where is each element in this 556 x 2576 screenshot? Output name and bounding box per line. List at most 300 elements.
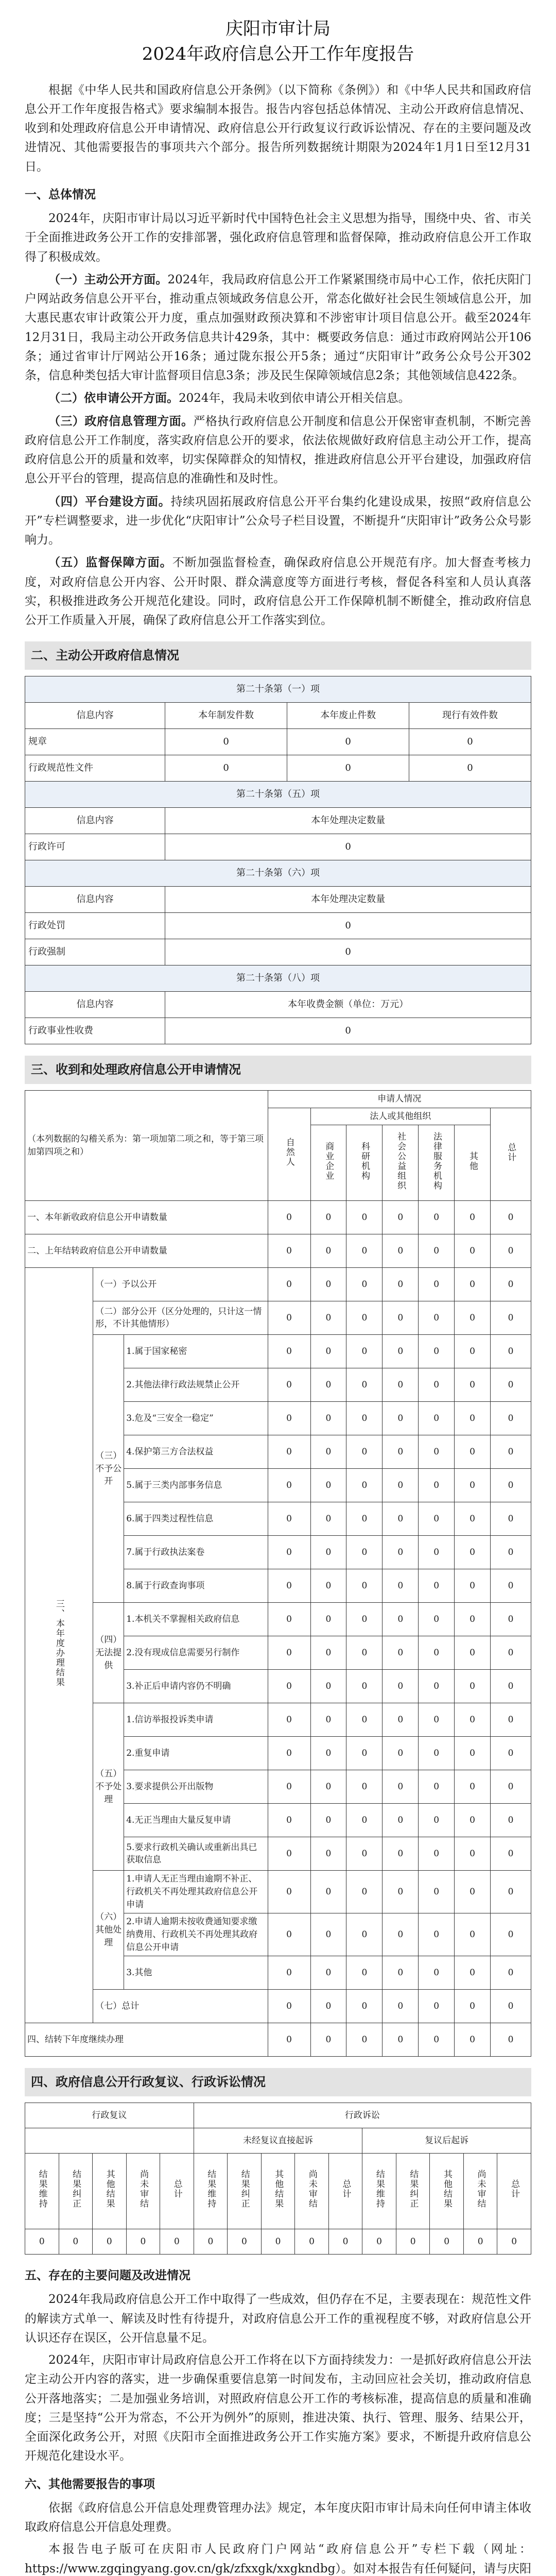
- cell-value: 0: [346, 1703, 383, 1737]
- applicant-header: 申请人情况: [268, 1091, 531, 1108]
- cell-value: 0: [310, 1201, 346, 1234]
- section-5-num: 五、: [25, 2268, 48, 2283]
- cell-value: 0: [490, 1502, 531, 1536]
- section-6-num: 六、: [25, 2477, 48, 2491]
- column-header: 本年制发件数: [165, 703, 287, 729]
- cell-value: 0: [287, 729, 409, 755]
- table-row: [25, 755, 531, 782]
- cell-value: 0: [383, 1636, 419, 1670]
- cell-value: 0: [346, 1837, 383, 1871]
- row-label: 2.没有现成信息需要另行制作: [124, 1636, 268, 1670]
- overview-text: 2024年，我局政府信息公开工作紧紧围绕市局中心工作，依托庆阳门户网站政务信息公开平台，推动重点领域政务信息公开，常态化做好社会民生领域信息公开，加大惠民惠农审计政策公开力度，重点加强财政预决算和不涉密审计项目信息公开。截至2024年12月31日，我局主动公开政务信息共计429条，其中：概要政务信息：通过市政府网站公开106条；通过省审计厅网站公开16条；通过陇东报公开5条；通过“庆阳审计”政务公众号公开302条，信息种类包括大审计监督项目信息3条；涉及民生保障领域信息2条；其他领域信息422条。: [25, 273, 531, 383]
- cell-value: 0: [455, 1268, 491, 1301]
- cell-value: 0: [490, 1435, 531, 1469]
- section-3-title: 收到和处理政府信息公开申请情况: [56, 1062, 241, 1077]
- cell-value: 0: [455, 1569, 491, 1603]
- column-label: 结果维持: [205, 2170, 216, 2209]
- cell-value: 0: [455, 1737, 491, 1770]
- cell-value: 0: [268, 1956, 310, 1990]
- cell-value: 0: [268, 1402, 310, 1435]
- column-header: 本年废止件数: [287, 703, 409, 729]
- overview-lead: （一）主动公开方面。: [48, 272, 168, 286]
- row-label: 行政事业性收费: [25, 1018, 165, 1044]
- group-label: （四）无法提供: [93, 1603, 124, 1703]
- overview-paragraph: [25, 270, 531, 386]
- row-label: （一）予以公开: [93, 1268, 268, 1301]
- improvement-paragraph: 2024年，庆阳市审计局政府信息公开工作将在以下方面持续发力：一是抓好政府信息公开法定主动公开内容的落实，进一步确保重要信息第一时间发布，主动回应社会关切，推动政府信息公开落地落实；二是加强业务培训，对照政府信息公开工作的考核标准，提高信息的质量和准确度；三是坚持“公开为常态，不公开为例外”的原则，推进决策、执行、管理、服务、结果公开，全面深化政务公开，对照《庆阳市全面推进政务公开工作实施方案》要求，不断提升政府信息公开规范化建设水平。: [25, 2353, 531, 2463]
- cell-value: 0: [419, 1990, 455, 2023]
- cell-value: 0: [383, 1402, 419, 1435]
- cell-value: 0: [455, 1603, 491, 1636]
- cell-value: 0: [455, 1990, 491, 2023]
- cell-value: 0: [346, 1670, 383, 1703]
- cell-value: 0: [490, 1770, 531, 1804]
- cell-value: 0: [455, 1871, 491, 1913]
- cell-value: 0: [419, 1268, 455, 1301]
- cell-value: 0: [160, 2229, 194, 2255]
- table-row: [25, 913, 531, 939]
- cell-value: 0: [194, 2229, 228, 2255]
- cell-value: 0: [409, 729, 531, 755]
- cell-value: 0: [383, 1569, 419, 1603]
- cell-value: 0: [346, 1335, 383, 1368]
- column-label: 其他结果: [104, 2170, 115, 2209]
- table-section-title: 第二十条第（八）项: [25, 965, 531, 992]
- cell-value: 0: [346, 1201, 383, 1234]
- row-label: 一、本年新收政府信息公开申请数量: [25, 1201, 268, 1234]
- row-label: 规章: [25, 729, 165, 755]
- column-label: 结果维持: [37, 2170, 47, 2209]
- section-4-title: 政府信息公开行政复议、行政诉讼情况: [56, 2074, 266, 2090]
- cell-value: 0: [419, 1234, 455, 1268]
- section-4-num: 四、: [31, 2074, 56, 2090]
- cell-value: 0: [490, 1636, 531, 1670]
- cell-value: 0: [310, 1670, 346, 1703]
- cell-value: 0: [346, 1368, 383, 1402]
- row-label: 二、上年结转政府信息公开申请数量: [25, 1234, 268, 1268]
- cell-value: 0: [455, 2023, 491, 2057]
- cell-value: 0: [268, 1335, 310, 1368]
- cell-value: 0: [490, 1871, 531, 1913]
- column-header: [25, 2154, 59, 2229]
- org-title: 庆阳市审计局: [225, 19, 331, 39]
- cell-value: 0: [455, 1301, 491, 1335]
- row-label: （七）总计: [93, 1990, 268, 2023]
- column-header: [430, 2154, 464, 2229]
- cell-value: 0: [490, 1956, 531, 1990]
- cell-value: 0: [346, 1956, 383, 1990]
- cell-value: 0: [268, 1536, 310, 1569]
- cell-value: 0: [419, 1435, 455, 1469]
- legal-entity-column-label: 科研机构: [359, 1141, 370, 1181]
- cell-value: 0: [268, 1268, 310, 1301]
- overview-text: 2024年，庆阳市审计局以习近平新时代中国特色社会主义思想为指导，围绕中央、省、市关于全面推进政务公开工作的安排部署，强化政府信息管理和监督保障，推动政府信息公开工作取得了积极成效。: [25, 212, 531, 264]
- cell-value: 0: [455, 1913, 491, 1956]
- application-table: [25, 1090, 531, 2057]
- table-row: [25, 1335, 531, 1368]
- column-header: [463, 2154, 497, 2229]
- intro-paragraph: 根据《中华人民共和国政府信息公开条例》（以下简称《条例》）和《中华人民共和国政府信息公开工作年度报告格式》要求编制本报告。报告内容包括总体情况、主动公开政府信息情况、收到和处理政府信息公开申请情况、政府信息公开行政复议行政诉讼情况、存在的主要问题及改进情况、其他需要报告的事项共六个部分。报告所列数据统计期限为2024年1月1日至12月31日。: [25, 83, 531, 174]
- table-row: [25, 1603, 531, 1636]
- column-header: [497, 2154, 531, 2229]
- table-section-title: 第二十条第（六）项: [25, 860, 531, 887]
- cell-value: 0: [310, 1368, 346, 1402]
- row-label: 5.属于三类内部事务信息: [124, 1469, 268, 1502]
- cell-value: 0: [165, 1018, 531, 1044]
- cell-value: 0: [383, 1603, 419, 1636]
- cell-value: 0: [346, 1268, 383, 1301]
- cell-value: 0: [383, 1990, 419, 2023]
- cell-value: 0: [455, 1502, 491, 1536]
- cell-value: 0: [346, 1469, 383, 1502]
- cell-value: 0: [490, 1703, 531, 1737]
- cell-value: 0: [490, 1469, 531, 1502]
- section-6-title: 其他需要报告的事项: [48, 2477, 155, 2491]
- group-label: （三）不予公开: [93, 1335, 124, 1603]
- cell-value: 0: [430, 2229, 464, 2255]
- group-label: （六）其他处理: [93, 1871, 124, 1990]
- row-label: 3.其他: [124, 1956, 268, 1990]
- column-header: 信息内容: [25, 992, 165, 1018]
- cell-value: 0: [490, 1990, 531, 2023]
- cell-value: 0: [268, 1603, 310, 1636]
- cell-value: 0: [295, 2229, 329, 2255]
- column-header: 本年处理决定数量: [165, 808, 531, 834]
- cell-value: 0: [268, 1201, 310, 1234]
- cell-value: 0: [490, 1670, 531, 1703]
- cell-value: 0: [419, 1703, 455, 1737]
- column-header: [160, 2154, 194, 2229]
- cell-value: 0: [455, 1368, 491, 1402]
- overview-paragraph: [25, 209, 531, 267]
- legal-entity-column-label: 商业企业: [323, 1141, 334, 1181]
- legal-entity-column-header: [455, 1125, 491, 1201]
- section-1-title: 总体情况: [48, 187, 96, 201]
- section-2-title: 主动公开政府信息情况: [56, 648, 179, 663]
- section-5-title: 存在的主要问题及改进情况: [48, 2268, 190, 2283]
- cell-value: 0: [490, 1536, 531, 1569]
- cell-value: 0: [310, 1536, 346, 1569]
- cell-value: 0: [383, 1737, 419, 1770]
- cell-value: 0: [383, 1368, 419, 1402]
- overview-text: 持续巩固拓展政府信息公开平台集约化建设成果，按照“政府信息公开”专栏调整要求，进一步优化“庆阳审计”公众号子栏目设置，不断提升“庆阳审计”政务公众号影响力。: [25, 495, 531, 547]
- litigation-header: 行政诉讼: [194, 2103, 531, 2128]
- fee-paragraph: 依据《政府信息公开信息处理费管理办法》规定，本年度庆阳市审计局未向任何申请主体收取政府信息公开信息处理费。: [25, 2501, 531, 2534]
- cell-value: 0: [310, 1990, 346, 2023]
- cell-value: 0: [328, 2229, 362, 2255]
- cell-value: 0: [490, 1804, 531, 1837]
- table-row: [25, 1018, 531, 1044]
- cell-value: 0: [346, 1402, 383, 1435]
- cell-value: 0: [419, 1201, 455, 1234]
- row-label: 7.属于行政执法案卷: [124, 1536, 268, 1569]
- row-label: 1.本机关不掌握相关政府信息: [124, 1603, 268, 1636]
- cell-value: 0: [419, 1368, 455, 1402]
- section-3-result-text: 三、本年度办理结果: [54, 1599, 64, 1688]
- cell-value: 0: [346, 2023, 383, 2057]
- cell-value: 0: [383, 1837, 419, 1871]
- cell-value: 0: [490, 1603, 531, 1636]
- cell-value: 0: [490, 1234, 531, 1268]
- column-header: [261, 2154, 295, 2229]
- cell-value: 0: [346, 1636, 383, 1670]
- row-label: 3.要求提供公开出版物: [124, 1770, 268, 1804]
- cell-value: 0: [383, 1435, 419, 1469]
- cell-value: 0: [490, 1402, 531, 1435]
- table-row: [25, 1871, 531, 1913]
- cell-value: 0: [419, 1569, 455, 1603]
- cell-value: 0: [126, 2229, 160, 2255]
- cell-value: 0: [383, 1670, 419, 1703]
- cell-value: 0: [497, 2229, 531, 2255]
- cell-value: 0: [346, 1234, 383, 1268]
- legal-entity-column-label: 其他: [467, 1151, 478, 1171]
- column-label: 尚未审结: [138, 2170, 149, 2209]
- column-label: 结果纠正: [408, 2170, 419, 2209]
- overview-text: 2024年，我局未收到依申请公开相关信息。: [179, 392, 410, 405]
- cell-value: 0: [346, 1569, 383, 1603]
- cell-value: 0: [490, 1569, 531, 1603]
- cell-value: 0: [383, 1703, 419, 1737]
- cell-value: 0: [268, 1368, 310, 1402]
- section-1-heading: [25, 185, 531, 204]
- section-6-heading: [25, 2475, 531, 2494]
- group-label: （五）不予处理: [93, 1703, 124, 1871]
- cell-value: 0: [490, 1301, 531, 1335]
- overview-text: 不断加强监督检查，确保政府信息公开规范有序。加大督查考核力度，对政府信息公开内容、公开时限、群众满意度等方面进行考核，督促各科室和人员认真落实，积极推进政务公开规范化建设。同时，政府信息公开工作保障机制不断健全，推动政府信息公开工作质量入开展，确保了政府信息公开工作落实到位。: [25, 556, 532, 628]
- cell-value: 0: [59, 2229, 93, 2255]
- section-1-num: 一、: [25, 187, 48, 201]
- table-row: [25, 834, 531, 860]
- cell-value: 0: [165, 939, 531, 965]
- cell-value: 0: [419, 1603, 455, 1636]
- table-row: [25, 1703, 531, 1737]
- cell-value: 0: [455, 1335, 491, 1368]
- column-header: [194, 2154, 228, 2229]
- section-5-heading: [25, 2266, 531, 2285]
- cell-value: 0: [268, 1703, 310, 1737]
- cell-value: 0: [490, 1335, 531, 1368]
- column-header: [59, 2154, 93, 2229]
- cell-value: 0: [268, 1301, 310, 1335]
- row-label: 1.属于国家秘密: [124, 1335, 268, 1368]
- section-2-heading: [25, 641, 531, 670]
- legal-entity-column-header: [346, 1125, 383, 1201]
- column-header: [126, 2154, 160, 2229]
- row-label: 3.补正后申请内容仍不明确: [124, 1670, 268, 1703]
- row-label: 1.信访举报投诉类申请: [124, 1703, 268, 1737]
- cell-value: 0: [268, 1670, 310, 1703]
- table-row: [25, 939, 531, 965]
- cell-value: 0: [346, 1502, 383, 1536]
- cell-value: 0: [383, 1502, 419, 1536]
- cell-value: 0: [463, 2229, 497, 2255]
- row-label: 6.属于四类过程性信息: [124, 1502, 268, 1536]
- overview-paragraph: [25, 388, 531, 408]
- cell-value: 0: [310, 1502, 346, 1536]
- review-header: 行政复议: [25, 2103, 194, 2128]
- overview-lead: （三）政府信息管理方面。: [48, 414, 194, 428]
- row-label: 行政强制: [25, 939, 165, 965]
- cell-value: 0: [419, 1335, 455, 1368]
- cell-value: 0: [165, 755, 287, 782]
- cell-value: 0: [383, 1770, 419, 1804]
- natural-person-label: 自然人: [284, 1138, 294, 1167]
- overview-paragraph: [25, 492, 531, 550]
- column-header: [362, 2154, 396, 2229]
- row-label: （二）部分公开（区分处理的，只计这一情形，不计其他情形）: [93, 1301, 268, 1335]
- cell-value: 0: [383, 1469, 419, 1502]
- cell-value: 0: [165, 913, 531, 939]
- cell-value: 0: [310, 1603, 346, 1636]
- cell-value: 0: [419, 1956, 455, 1990]
- cell-value: 0: [310, 2023, 346, 2057]
- cell-value: 0: [396, 2229, 430, 2255]
- table-section-title: 第二十条第（五）项: [25, 782, 531, 808]
- row-label: 行政处罚: [25, 913, 165, 939]
- cell-value: 0: [362, 2229, 396, 2255]
- cell-value: 0: [346, 1990, 383, 2023]
- after-review-header: 复议后起诉: [362, 2128, 531, 2154]
- column-header: 本年处理决定数量: [165, 887, 531, 913]
- cell-value: 0: [310, 1301, 346, 1335]
- cell-value: 0: [310, 1871, 346, 1913]
- cell-value: 0: [346, 1804, 383, 1837]
- cell-value: 0: [455, 1435, 491, 1469]
- cell-value: 0: [419, 1871, 455, 1913]
- cell-value: 0: [268, 1804, 310, 1837]
- cell-value: 0: [346, 1301, 383, 1335]
- direct-suit-header: 未经复议直接起诉: [194, 2128, 362, 2154]
- legal-entity-column-header: [383, 1125, 419, 1201]
- cell-value: 0: [490, 1368, 531, 1402]
- overview-paragraph: [25, 553, 531, 630]
- legal-entity-column-header: [419, 1125, 455, 1201]
- cell-value: 0: [268, 1234, 310, 1268]
- row-label: 3.危及“三安全一稳定”: [124, 1402, 268, 1435]
- overview-text: 严格执行政府信息公开制度和信息公开保密审查机制，不断完善政府信息公开工作制度，落实政府信息公开的要求，依法依规做好政府信息主动公开工作，提高政府信息公开的质量和效率，切实保障群众的知情权，推进政府信息公开平台建设，加强政府信息公开平台的管理，提高信息的准确性和及时性。: [25, 414, 532, 486]
- overview-lead: （五）监督保障方面。: [48, 555, 172, 570]
- column-label: 总计: [509, 2179, 520, 2199]
- cell-value: 0: [383, 1335, 419, 1368]
- cell-value: 0: [455, 1536, 491, 1569]
- cell-value: 0: [455, 1402, 491, 1435]
- cell-value: 0: [419, 1804, 455, 1837]
- proactive-disclosure-table: [25, 676, 531, 1044]
- cell-value: 0: [490, 2023, 531, 2057]
- cell-value: 0: [268, 1837, 310, 1871]
- cell-value: 0: [455, 1703, 491, 1737]
- row-label: 2.重复申请: [124, 1737, 268, 1770]
- cell-value: 0: [419, 1536, 455, 1569]
- row-label: 2.其他法律行政法规禁止公开: [124, 1368, 268, 1402]
- column-header: 信息内容: [25, 887, 165, 913]
- cell-value: 0: [383, 1268, 419, 1301]
- cell-value: 0: [455, 1670, 491, 1703]
- cell-value: 0: [346, 1913, 383, 1956]
- column-label: 总计: [171, 2179, 182, 2199]
- column-header: [93, 2154, 127, 2229]
- cell-value: 0: [346, 1603, 383, 1636]
- cell-value: 0: [268, 2023, 310, 2057]
- review-sub-blank: [25, 2128, 194, 2154]
- cell-value: 0: [268, 1636, 310, 1670]
- section-4-heading: [25, 2068, 531, 2096]
- table-row: [25, 1301, 531, 1335]
- row-label: 4.保护第三方合法权益: [124, 1435, 268, 1469]
- column-header: 信息内容: [25, 808, 165, 834]
- cell-value: 0: [310, 1402, 346, 1435]
- review-litigation-table: [25, 2103, 531, 2255]
- cell-value: 0: [310, 1703, 346, 1737]
- cell-value: 0: [383, 1536, 419, 1569]
- cell-value: 0: [419, 1737, 455, 1770]
- cell-value: 0: [346, 1435, 383, 1469]
- cell-value: 0: [455, 1201, 491, 1234]
- cell-value: 0: [490, 1201, 531, 1234]
- cell-value: 0: [228, 2229, 262, 2255]
- cell-value: 0: [383, 1956, 419, 1990]
- report-title: 2024年政府信息公开工作年度报告: [142, 44, 414, 65]
- row-label: 2.申请人逾期未按收费通知要求缴纳费用、行政机关不再处理其政府信息公开申请: [124, 1913, 268, 1956]
- legal-entity-column-label: 社会公益组织: [395, 1131, 406, 1191]
- total-header: [490, 1108, 531, 1201]
- cell-value: 0: [419, 2023, 455, 2057]
- cell-value: 0: [419, 1402, 455, 1435]
- cell-value: 0: [310, 1770, 346, 1804]
- cell-value: 0: [383, 1234, 419, 1268]
- cell-value: 0: [346, 1871, 383, 1913]
- cell-value: 0: [310, 1469, 346, 1502]
- column-label: 其他结果: [441, 2170, 452, 2209]
- cell-value: 0: [310, 1335, 346, 1368]
- cell-value: 0: [261, 2229, 295, 2255]
- table-section-title: 第二十条第（一）项: [25, 676, 531, 703]
- cell-value: 0: [419, 1837, 455, 1871]
- column-header: [396, 2154, 430, 2229]
- cell-value: 0: [383, 1301, 419, 1335]
- row-label: 8.属于行政查询事项: [124, 1569, 268, 1603]
- overview-lead: （二）依申请公开方面。: [48, 391, 179, 405]
- cell-value: 0: [419, 1670, 455, 1703]
- column-label: 总计: [340, 2179, 351, 2199]
- total-label: 总计: [506, 1142, 516, 1162]
- cell-value: 0: [455, 1837, 491, 1871]
- cell-value: 0: [383, 1913, 419, 1956]
- cell-value: 0: [310, 1636, 346, 1670]
- cell-value: 0: [310, 1804, 346, 1837]
- cell-value: 0: [165, 834, 531, 860]
- cell-value: 0: [268, 1871, 310, 1913]
- section-3-heading: [25, 1056, 531, 1084]
- cell-value: 0: [490, 1268, 531, 1301]
- column-label: 尚未审结: [306, 2170, 317, 2209]
- table-row: [25, 2023, 531, 2057]
- column-header: 现行有效件数: [409, 703, 531, 729]
- cell-value: 0: [455, 1234, 491, 1268]
- cell-value: 0: [268, 1737, 310, 1770]
- table-row: [25, 1234, 531, 1268]
- section-2-num: 二、: [31, 648, 56, 663]
- cell-value: 0: [455, 1636, 491, 1670]
- legal-entity-column-label: 法律服务机构: [431, 1131, 442, 1191]
- cell-value: 0: [455, 1956, 491, 1990]
- cell-value: 0: [268, 1502, 310, 1536]
- cell-value: 0: [419, 1469, 455, 1502]
- column-header: [328, 2154, 362, 2229]
- column-header: 信息内容: [25, 703, 165, 729]
- cell-value: 0: [409, 755, 531, 782]
